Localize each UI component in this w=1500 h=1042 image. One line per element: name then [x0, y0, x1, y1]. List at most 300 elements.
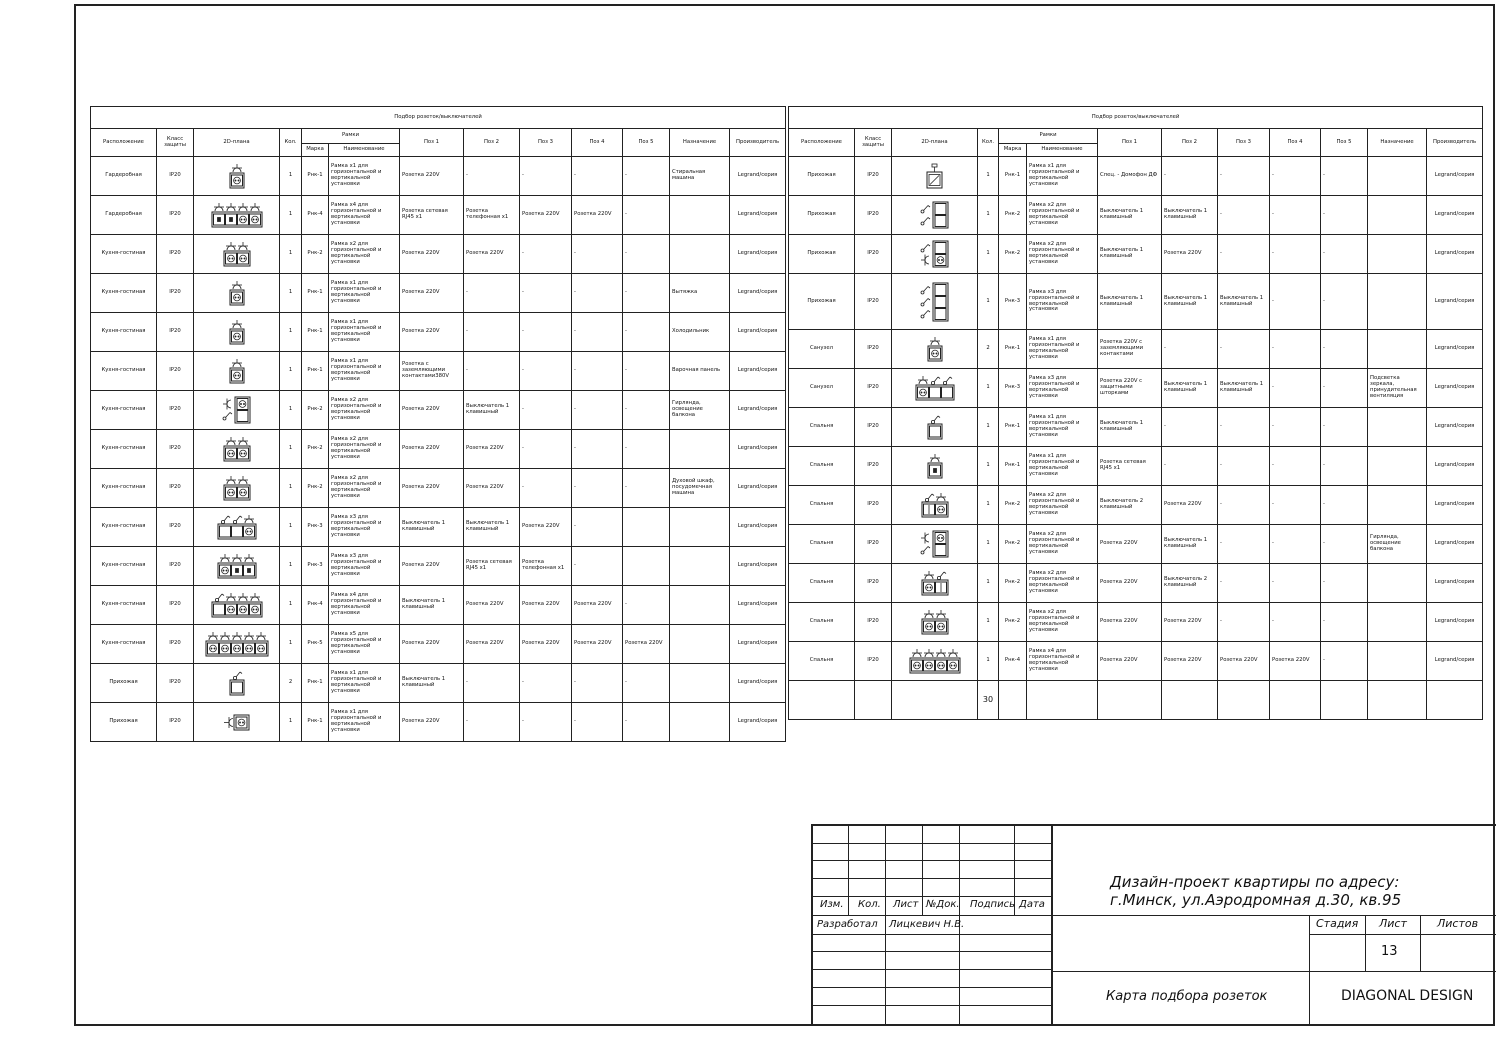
outlet-symbol-icon: [229, 163, 245, 189]
position-2-cell: -: [464, 664, 520, 703]
position-3-cell: -: [1218, 196, 1270, 235]
position-5-cell: -: [623, 196, 670, 235]
outlet-symbol-icon: [920, 530, 949, 558]
frame-name-cell: Рамка х1 для горизонтальной и вертикальной установки: [1027, 330, 1098, 369]
quantity-cell: 1: [978, 525, 999, 564]
table-row: [789, 369, 1483, 408]
table-row: [789, 642, 1483, 681]
position-1-cell: Розетка сетевая RJ45 х1: [1098, 447, 1162, 486]
manufacturer-cell: Legrand/серия: [730, 664, 786, 703]
symbol-cell: [892, 486, 978, 525]
position-3-cell: -: [1218, 525, 1270, 564]
position-1-cell: Спец. - Домофон ДФ: [1098, 157, 1162, 196]
table-row: [789, 157, 1483, 196]
position-3-cell: Выключатель 1 клавишный: [1218, 369, 1270, 408]
title-block-line: [1309, 915, 1310, 1026]
frame-mark-cell: Рнк-2: [999, 564, 1027, 603]
purpose-cell: [670, 508, 730, 547]
manufacturer-cell: Legrand/серия: [730, 586, 786, 625]
position-1-cell: Выключатель 1 клавишный: [400, 664, 464, 703]
total-cell-empty: [892, 681, 978, 720]
quantity-cell: 1: [978, 157, 999, 196]
frame-name-cell: Рамка х2 для горизонтальной и вертикальной установки: [1027, 196, 1098, 235]
position-3-cell: -: [520, 313, 572, 352]
manufacturer-cell: Legrand/серия: [730, 547, 786, 586]
header-pos2: Поз 2: [1162, 129, 1218, 157]
position-4-cell: -: [1270, 369, 1321, 408]
purpose-cell: Варочная панель: [670, 352, 730, 391]
header-purpose: Назначение: [1368, 129, 1427, 157]
title-block-line: [811, 896, 1051, 897]
position-4-cell: -: [572, 391, 623, 430]
position-4-cell: -: [572, 430, 623, 469]
header-frames: Рамки: [302, 129, 400, 144]
symbol-cell: [194, 352, 280, 391]
outlet-symbol-icon: [229, 358, 245, 384]
symbol-cell: [892, 274, 978, 330]
position-2-cell: -: [1162, 157, 1218, 196]
title-block-line: [1051, 824, 1053, 1026]
total-cell-empty: [855, 681, 892, 720]
purpose-cell: [670, 625, 730, 664]
manufacturer-cell: Legrand/серия: [730, 313, 786, 352]
table-row: [91, 547, 786, 586]
purpose-cell: [1368, 486, 1427, 525]
position-4-cell: -: [1270, 408, 1321, 447]
manufacturer-cell: Legrand/серия: [1427, 564, 1483, 603]
outlet-symbol-icon: [921, 609, 949, 635]
purpose-cell: [1368, 196, 1427, 235]
symbol-cell: [892, 564, 978, 603]
position-3-cell: -: [520, 352, 572, 391]
outlet-symbol-icon: [915, 375, 955, 401]
title-block-line: [811, 934, 1051, 935]
position-2-cell: Розетка 220V: [464, 625, 520, 664]
title-block-line: [1051, 915, 1496, 916]
table-row: [789, 235, 1483, 274]
manufacturer-cell: Legrand/серия: [730, 274, 786, 313]
title-block-line: [811, 1005, 1051, 1006]
title-block-line: [811, 915, 1051, 916]
quantity-cell: 1: [280, 274, 302, 313]
title-block-line: [811, 860, 1051, 861]
outlet-symbol-icon: [222, 396, 251, 424]
position-4-cell: -: [1270, 525, 1321, 564]
quantity-cell: 1: [280, 703, 302, 742]
table-row: [91, 157, 786, 196]
position-5-cell: [623, 547, 670, 586]
location-cell: Прихожая: [91, 664, 157, 703]
position-2-cell: Розетка 220V: [464, 430, 520, 469]
position-2-cell: -: [464, 274, 520, 313]
location-cell: Санузел: [789, 369, 855, 408]
symbol-cell: [194, 196, 280, 235]
title-block-line: [811, 878, 1051, 879]
symbol-cell: [892, 525, 978, 564]
frame-mark-cell: Рнк-1: [302, 274, 329, 313]
protection-class-cell: IP20: [157, 157, 194, 196]
frame-name-cell: Рамка х4 для горизонтальной и вертикальной установки: [1027, 642, 1098, 681]
stamp-sheet-label: Лист: [1379, 917, 1407, 930]
protection-class-cell: IP20: [855, 157, 892, 196]
frame-name-cell: Рамка х4 для горизонтальной и вертикальной установки: [329, 586, 400, 625]
position-5-cell: -: [1321, 196, 1368, 235]
position-5-cell: -: [1321, 447, 1368, 486]
symbol-cell: [892, 603, 978, 642]
table-row: [789, 274, 1483, 330]
purpose-cell: [1368, 447, 1427, 486]
frame-name-cell: Рамка х2 для горизонтальной и вертикальной установки: [329, 391, 400, 430]
position-2-cell: -: [464, 352, 520, 391]
protection-class-cell: IP20: [855, 564, 892, 603]
position-3-cell: -: [520, 469, 572, 508]
position-2-cell: Розетка сетевая RJ45 х1: [464, 547, 520, 586]
outlet-symbol-icon: [211, 202, 263, 228]
purpose-cell: Гирлянда, освещение балкона: [670, 391, 730, 430]
protection-class-cell: IP20: [157, 703, 194, 742]
position-2-cell: Розетка 220V: [1162, 486, 1218, 525]
symbol-cell: [892, 447, 978, 486]
quantity-cell: 1: [280, 469, 302, 508]
position-5-cell: -: [623, 469, 670, 508]
position-3-cell: Розетка 220V: [520, 196, 572, 235]
frame-mark-cell: Рнк-2: [999, 196, 1027, 235]
location-cell: Кухня-гостиная: [91, 547, 157, 586]
protection-class-cell: IP20: [157, 547, 194, 586]
table-row: [91, 625, 786, 664]
frame-mark-cell: Рнк-1: [999, 157, 1027, 196]
purpose-cell: [670, 235, 730, 274]
position-1-cell: Розетка 220V: [400, 469, 464, 508]
protection-class-cell: IP20: [157, 313, 194, 352]
position-3-cell: Выключатель 1 клавишный: [1218, 274, 1270, 330]
location-cell: Прихожая: [789, 196, 855, 235]
header-maker: Производитель: [730, 129, 786, 157]
stamp-stage-label: Стадия: [1316, 917, 1359, 930]
symbol-cell: [194, 586, 280, 625]
title-block-line: [811, 969, 1051, 970]
position-2-cell: -: [1162, 408, 1218, 447]
frame-mark-cell: Рнк-2: [999, 603, 1027, 642]
position-2-cell: Выключатель 1 клавишный: [1162, 274, 1218, 330]
header-mark: Марка: [302, 144, 329, 157]
frame-mark-cell: Рнк-1: [302, 352, 329, 391]
symbol-cell: [194, 664, 280, 703]
total-cell-empty: [789, 681, 855, 720]
position-2-cell: Выключатель 1 клавишный: [1162, 196, 1218, 235]
location-cell: Санузел: [789, 330, 855, 369]
header-location: Расположение: [91, 129, 157, 157]
position-4-cell: -: [1270, 330, 1321, 369]
protection-class-cell: IP20: [157, 430, 194, 469]
protection-class-cell: IP20: [157, 469, 194, 508]
location-cell: Спальня: [789, 525, 855, 564]
position-1-cell: Розетка 220V с заземляющими контактами: [1098, 330, 1162, 369]
location-cell: Кухня-гостиная: [91, 430, 157, 469]
purpose-cell: Вытяжка: [670, 274, 730, 313]
manufacturer-cell: Legrand/серия: [730, 430, 786, 469]
position-3-cell: Розетка 220V: [520, 586, 572, 625]
quantity-cell: 1: [978, 274, 999, 330]
title-block-line: [811, 951, 1051, 952]
outlet-symbol-icon: [927, 336, 943, 362]
position-1-cell: Розетка 220V: [1098, 525, 1162, 564]
position-3-cell: -: [520, 430, 572, 469]
purpose-cell: [670, 586, 730, 625]
frame-name-cell: Рамка х2 для горизонтальной и вертикальной установки: [1027, 603, 1098, 642]
header-pos2: Поз 2: [464, 129, 520, 157]
frame-name-cell: Рамка х2 для горизонтальной и вертикальной установки: [1027, 486, 1098, 525]
project-title: [1110, 873, 1401, 909]
position-1-cell: Выключатель 2 клавишный: [1098, 486, 1162, 525]
frame-name-cell: Рамка х4 для горизонтальной и вертикальной установки: [329, 196, 400, 235]
left-spec-table: [90, 106, 786, 742]
position-4-cell: -: [572, 235, 623, 274]
frame-name-cell: Рамка х2 для горизонтальной и вертикальной установки: [1027, 564, 1098, 603]
manufacturer-cell: Legrand/серия: [1427, 408, 1483, 447]
table-title: Подбор розеток/выключателей: [91, 107, 786, 129]
location-cell: Гардеробная: [91, 196, 157, 235]
title-block-line: [922, 824, 923, 916]
stamp-kol-label: Кол.: [858, 899, 881, 910]
outlet-symbol-icon: [211, 592, 263, 618]
location-cell: Кухня-гостиная: [91, 625, 157, 664]
drawing-name: Карта подбора розеток: [1106, 989, 1268, 1004]
frame-name-cell: Рамка х1 для горизонтальной и вертикальной установки: [329, 313, 400, 352]
header-protection: Класс защиты: [855, 129, 892, 157]
position-2-cell: -: [464, 157, 520, 196]
right-spec-table: [788, 106, 1483, 720]
table-row: [91, 664, 786, 703]
quantity-cell: 1: [280, 196, 302, 235]
outlet-symbol-icon: [920, 201, 949, 229]
header-pos1: Поз 1: [1098, 129, 1162, 157]
table-row: [91, 586, 786, 625]
position-4-cell: -: [572, 508, 623, 547]
position-1-cell: Выключатель 1 клавишный: [1098, 235, 1162, 274]
protection-class-cell: IP20: [157, 625, 194, 664]
table-row: [789, 330, 1483, 369]
table-row: [789, 564, 1483, 603]
position-4-cell: -: [572, 703, 623, 742]
outlet-symbol-icon: [223, 241, 251, 267]
position-4-cell: -: [1270, 157, 1321, 196]
quantity-cell: 1: [978, 369, 999, 408]
title-block-line: [885, 915, 886, 1026]
outlet-symbol-icon: [921, 570, 949, 596]
symbol-cell: [194, 391, 280, 430]
title-block-line: [885, 824, 886, 916]
outlet-symbol-icon: [217, 514, 257, 540]
frame-name-cell: Рамка х3 для горизонтальной и вертикальной установки: [1027, 274, 1098, 330]
frame-mark-cell: Рнк-2: [999, 235, 1027, 274]
total-cell-empty: [1427, 681, 1483, 720]
location-cell: Кухня-гостиная: [91, 508, 157, 547]
frame-mark-cell: Рнк-4: [999, 642, 1027, 681]
frame-mark-cell: Рнк-2: [302, 469, 329, 508]
frame-mark-cell: Рнк-2: [302, 430, 329, 469]
location-cell: Кухня-гостиная: [91, 586, 157, 625]
frame-mark-cell: Рнк-1: [302, 157, 329, 196]
location-cell: Кухня-гостиная: [91, 469, 157, 508]
manufacturer-cell: Legrand/серия: [1427, 196, 1483, 235]
position-4-cell: -: [572, 157, 623, 196]
table-row: [91, 235, 786, 274]
position-1-cell: Розетка сетевая RJ45 х1: [400, 196, 464, 235]
frame-name-cell: Рамка х1 для горизонтальной и вертикальной установки: [329, 274, 400, 313]
outlet-symbol-icon: [920, 240, 949, 268]
symbol-cell: [194, 703, 280, 742]
purpose-cell: [1368, 408, 1427, 447]
protection-class-cell: IP20: [855, 486, 892, 525]
position-4-cell: -: [572, 469, 623, 508]
frame-mark-cell: Рнк-2: [302, 235, 329, 274]
header-location: Расположение: [789, 129, 855, 157]
frame-name-cell: Рамка х1 для горизонтальной и вертикальной установки: [329, 352, 400, 391]
location-cell: Спальня: [789, 408, 855, 447]
position-3-cell: -: [1218, 235, 1270, 274]
manufacturer-cell: Legrand/серия: [1427, 603, 1483, 642]
position-3-cell: Розетка 220V: [520, 625, 572, 664]
symbol-cell: [892, 369, 978, 408]
outlet-symbol-icon: [223, 714, 250, 731]
header-mark: Марка: [999, 144, 1027, 157]
location-cell: Кухня-гостиная: [91, 235, 157, 274]
frame-name-cell: Рамка х1 для горизонтальной и вертикальной установки: [1027, 447, 1098, 486]
table-row: [91, 508, 786, 547]
position-2-cell: Розетка телефонная х1: [464, 196, 520, 235]
position-1-cell: Выключатель 1 клавишный: [400, 508, 464, 547]
manufacturer-cell: Legrand/серия: [730, 469, 786, 508]
location-cell: Спальня: [789, 486, 855, 525]
location-cell: Прихожая: [789, 157, 855, 196]
title-block-line: [1309, 934, 1496, 935]
position-4-cell: -: [572, 313, 623, 352]
stamp-list-label: Лист: [893, 899, 919, 910]
total-cell-empty: [1027, 681, 1098, 720]
purpose-cell: [1368, 642, 1427, 681]
purpose-cell: Духовой шкаф, посудомечная машина: [670, 469, 730, 508]
position-4-cell: Розетка 220V: [572, 586, 623, 625]
position-4-cell: -: [1270, 235, 1321, 274]
total-cell-empty: [1270, 681, 1321, 720]
position-4-cell: -: [572, 274, 623, 313]
position-5-cell: -: [623, 391, 670, 430]
frame-name-cell: Рамка х2 для горизонтальной и вертикальной установки: [1027, 525, 1098, 564]
frame-name-cell: Рамка х2 для горизонтальной и вертикальной установки: [329, 430, 400, 469]
manufacturer-cell: Legrand/серия: [730, 703, 786, 742]
position-1-cell: Розетка 220V: [400, 547, 464, 586]
position-5-cell: [623, 508, 670, 547]
protection-class-cell: IP20: [157, 196, 194, 235]
position-4-cell: -: [1270, 274, 1321, 330]
total-cell-empty: [1218, 681, 1270, 720]
location-cell: Спальня: [789, 447, 855, 486]
position-3-cell: -: [1218, 330, 1270, 369]
quantity-cell: 1: [978, 196, 999, 235]
outlet-symbol-icon: [217, 553, 257, 579]
quantity-cell: 2: [978, 330, 999, 369]
purpose-cell: [1368, 330, 1427, 369]
symbol-cell: [194, 508, 280, 547]
position-2-cell: Выключатель 2 клавишный: [1162, 564, 1218, 603]
quantity-cell: 1: [978, 564, 999, 603]
position-1-cell: Розетка 220V: [400, 235, 464, 274]
manufacturer-cell: Legrand/серия: [1427, 274, 1483, 330]
position-1-cell: Розетка 220V: [400, 157, 464, 196]
position-1-cell: Розетка 220V: [400, 703, 464, 742]
outlet-symbol-icon: [927, 453, 943, 479]
location-cell: Спальня: [789, 564, 855, 603]
table-row: [91, 196, 786, 235]
purpose-cell: Гирлянда, освещение балкона: [1368, 525, 1427, 564]
position-1-cell: Розетка 220V: [1098, 603, 1162, 642]
position-1-cell: Выключатель 1 клавишный: [1098, 408, 1162, 447]
location-cell: Прихожая: [91, 703, 157, 742]
frame-mark-cell: Рнк-1: [302, 664, 329, 703]
purpose-cell: [670, 196, 730, 235]
outlet-symbol-icon: [229, 670, 245, 696]
total-cell-empty: [999, 681, 1027, 720]
manufacturer-cell: Legrand/серия: [1427, 486, 1483, 525]
position-1-cell: Выключатель 1 клавишный: [1098, 274, 1162, 330]
position-4-cell: -: [1270, 486, 1321, 525]
position-4-cell: -: [1270, 564, 1321, 603]
position-1-cell: Розетка 220V с защитными шторками: [1098, 369, 1162, 408]
purpose-cell: Подсветка зеркала, принудительная вентиляция: [1368, 369, 1427, 408]
quantity-cell: 1: [978, 486, 999, 525]
purpose-cell: [1368, 235, 1427, 274]
position-2-cell: Розетка 220V: [1162, 603, 1218, 642]
stamp-sheets-label: Листов: [1437, 917, 1479, 930]
header-protection: Класс защиты: [157, 129, 194, 157]
quantity-cell: 1: [978, 642, 999, 681]
outlet-symbol-icon: [920, 282, 949, 322]
position-1-cell: Розетка 220V: [400, 625, 464, 664]
position-3-cell: -: [1218, 408, 1270, 447]
position-5-cell: -: [1321, 486, 1368, 525]
protection-class-cell: IP20: [855, 642, 892, 681]
position-5-cell: -: [1321, 564, 1368, 603]
location-cell: Гардеробная: [91, 157, 157, 196]
frame-name-cell: Рамка х5 для горизонтальной и вертикальной установки: [329, 625, 400, 664]
total-cell-empty: [1321, 681, 1368, 720]
position-2-cell: Выключатель 1 клавишный: [464, 508, 520, 547]
manufacturer-cell: Legrand/серия: [1427, 157, 1483, 196]
position-3-cell: -: [1218, 564, 1270, 603]
position-2-cell: Розетка 220V: [464, 586, 520, 625]
frame-mark-cell: Рнк-3: [302, 508, 329, 547]
position-1-cell: Выключатель 1 клавишный: [1098, 196, 1162, 235]
position-5-cell: -: [1321, 274, 1368, 330]
protection-class-cell: IP20: [855, 525, 892, 564]
frame-mark-cell: Рнк-4: [302, 196, 329, 235]
position-5-cell: -: [623, 586, 670, 625]
position-5-cell: -: [1321, 408, 1368, 447]
header-pos4: Поз 4: [572, 129, 623, 157]
symbol-cell: [194, 547, 280, 586]
header-qty: Кол.: [978, 129, 999, 157]
position-4-cell: -: [1270, 196, 1321, 235]
symbol-cell: [194, 274, 280, 313]
position-1-cell: Розетка 220V: [400, 391, 464, 430]
symbol-cell: [194, 157, 280, 196]
frame-name-cell: Рамка х1 для горизонтальной и вертикальной установки: [329, 157, 400, 196]
position-2-cell: Розетка 220V: [1162, 642, 1218, 681]
table-row: [91, 352, 786, 391]
position-2-cell: -: [464, 313, 520, 352]
frame-mark-cell: Рнк-1: [302, 703, 329, 742]
